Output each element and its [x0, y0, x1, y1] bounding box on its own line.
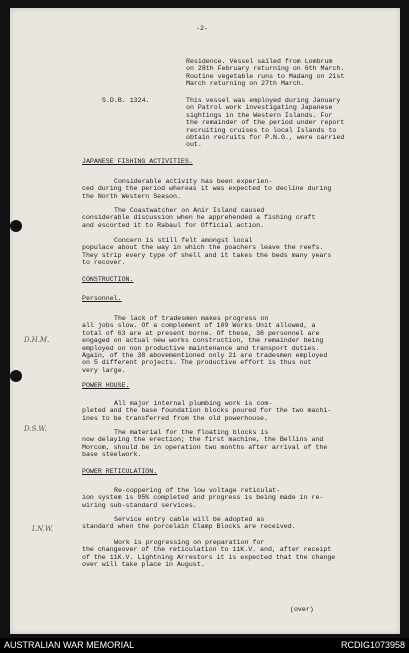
text-line: ced during the period whereas it was expected to decline during [82, 185, 332, 193]
text-line: all jobs slow. Of a complement of 109 Works Unit allowed, a [82, 322, 316, 330]
text-line: very large. [82, 366, 126, 374]
text-line: Again, of the 38 abovementioned only 21 are tradesmen employed [82, 352, 328, 359]
sdb-label: S.D.B. 1324. [102, 97, 150, 104]
text-line: All major internal plumbing work is com- [114, 400, 273, 407]
text-line: Considerable activity has been experien- [114, 178, 273, 185]
text-line: Morcom, should be in operation two months after arrival of the [82, 443, 328, 451]
text-line: This vessel was employed during January [186, 97, 341, 104]
text-line: pleted and the base foundation blocks poured for the two machi- [82, 407, 332, 415]
text-line: obtain recruits for P.N.G., were carried [186, 134, 345, 141]
text-line: Re-coppering of the low voltage reticulat- [114, 487, 281, 494]
text-line: Concern is still felt amongst local [114, 237, 253, 244]
text-line: populace about the way in which the poachers leave the reefs. [82, 244, 324, 252]
text-line: the North Western Season. [82, 192, 181, 200]
text-line: the remainder of the period under report [186, 119, 345, 127]
text-line: of the 11K.V. Lightning Arrestors it is expected that the change [82, 553, 336, 561]
text-line: employed on non productive maintenance and transport duties. [82, 344, 320, 352]
text-line: total of 63 are at present borne. Of these, 38 personnel are [82, 329, 320, 337]
text-line: Work is progressing on preparation for [114, 539, 265, 546]
text-line: and escorted it to Rabaul for Official action. [82, 221, 265, 229]
archive-footer [0, 638, 409, 653]
text-line: on 5 different projects. The productive effort is thus not [82, 359, 312, 367]
text-line: considerable discussion when he apprehended a fishing craft [82, 214, 316, 222]
text-line: base steelwork. [82, 451, 142, 459]
footer-institution: AUSTRALIAN WAR MEMORIAL [4, 640, 135, 650]
text-line: on Patrol work investigating Japanese [186, 104, 333, 112]
text-line: on 28th February returning on 6th March. [186, 65, 345, 73]
text-line: engaged on actual new works construction, the remainder being [82, 337, 324, 345]
heading-power-house: POWER HOUSE. [82, 382, 130, 389]
punch-hole [10, 220, 22, 232]
text-line: over will take place in August. [82, 561, 205, 569]
page-number: -2- [196, 25, 208, 32]
margin-initials: D.S.W. [24, 425, 47, 433]
footer-record-id: RCDIG1073958 [340, 640, 405, 650]
heading-personnel: Personnel. [82, 295, 122, 302]
heading-construction: CONSTRUCTION. [82, 276, 134, 283]
text-line: Routine vegetable runs to Madang on 21st [186, 72, 345, 80]
text-line: The material for the floating blocks is [114, 429, 269, 436]
text-line: The lack of tradesmen makes progress on [114, 315, 269, 322]
text-line: standard when the porcelain Clamp Blocks are received. [82, 523, 296, 531]
margin-initials: I.N.W. [32, 525, 54, 533]
heading-japanese-fishing: JAPANESE FISHING ACTIVITIES. [82, 158, 193, 165]
text-line: wiring sub-standard services. [82, 501, 197, 509]
text-line: the changeover of the reticulation to 11K.V. and, after receipt [82, 546, 332, 554]
text-line: ion system is 95% completed and progress is being made in re- [82, 494, 324, 502]
text-line: They strip every type of shell and it takes the beds many years [82, 251, 332, 259]
text-line: now delaying the erection; the first machine, the Bellins and [82, 436, 324, 444]
text-line: March returning on 27th March. [186, 80, 305, 88]
document-page [10, 8, 400, 634]
text-line: Service entry cable will be adopted as [114, 516, 265, 523]
margin-initials: D.H.M. [24, 336, 50, 344]
over-note: (over) [290, 606, 314, 613]
punch-hole [10, 370, 22, 382]
text-line: out. [186, 141, 202, 149]
text-line: Residence. Vessel sailed from Lombrum [186, 58, 333, 65]
text-line: to recover. [82, 259, 126, 267]
text-line: recruiting cruises to local Islands to [186, 126, 337, 134]
text-line: sightings in the Western Islands. For [186, 111, 333, 119]
heading-power-reticulation: POWER RETICULATION. [82, 468, 158, 475]
text-line: The Coastwatcher on Anir Island caused [114, 207, 265, 214]
text-line: ines to be transferred from the old powerhouse. [82, 414, 268, 422]
